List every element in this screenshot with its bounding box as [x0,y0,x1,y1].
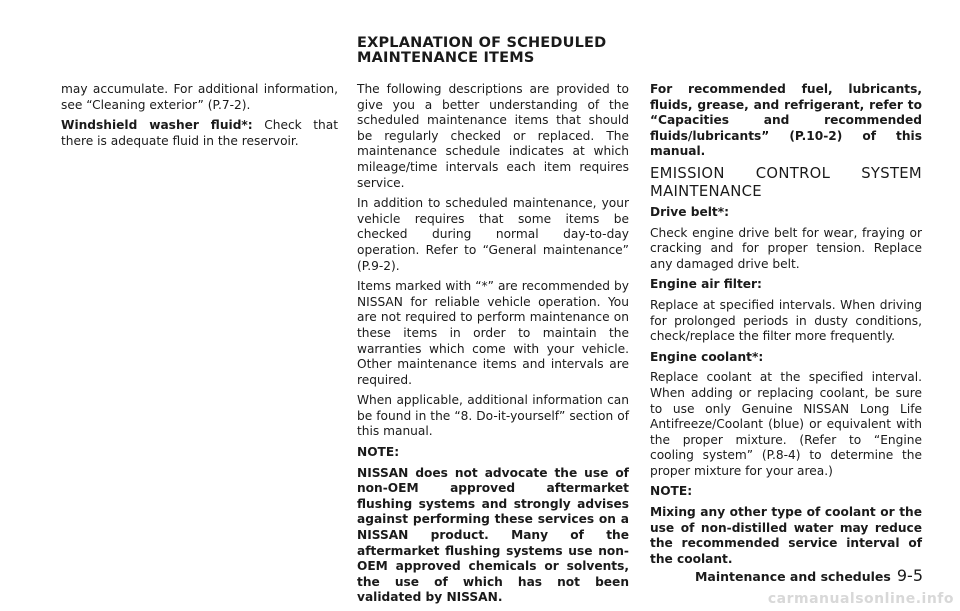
footer-section: Maintenance and schedules [694,569,891,584]
subheading: EMISSION CONTROL SYSTEM MAINTENANCE [650,164,922,200]
page-number: 9-5 [896,566,923,585]
paragraph: Items marked with “*” are recommended by NISSAN for reliable vehicle operation. You are not required to perform maintenance on these items in order to maintain the warranties which come with your vehicle. Other maintenance items and intervals are required. [357,279,629,387]
section-title [357,36,657,66]
item-text: Replace coolant at the specified interval. When adding or replacing coolant, be sure to use only Genuine NISSAN Long Life Antifreeze/Coolant (blue) or equivalent with the proper mixture. (Refer to “Engine cooling system” (P.8-4) to determine the proper mixture for your area.) [650,370,922,478]
item-label: Engine air filter: [650,277,762,292]
column-right [650,82,922,572]
item-label: Drive belt*: [650,204,729,219]
paragraph: may accumulate. For additional information, see “Cleaning exterior” (P.7-2). [61,82,338,112]
paragraph: In addition to scheduled maintenance, your vehicle requires that some items be checked during normal day-to-day operation. Refer to “General maintenance” (P.9-2). [357,196,629,273]
item-text: Check that there is adequate fluid in the reservoir. [61,118,338,148]
paragraph: The following descriptions are provided to give you a better understanding of the scheduled maintenance items that should be regularly checked or replaced. The maintenance schedule indicates at which mileage/time intervals each item requires service. [357,82,629,190]
section-title-line1: EXPLANATION OF SCHEDULED [357,35,607,51]
section-title-line2: MAINTENANCE ITEMS [357,50,535,66]
page-footer [695,566,923,585]
note-text: NISSAN does not advocate the use of non-OEM approved aftermarket flushing systems and strongly advises against performing these services on a NISSAN product. Many of the aftermarket flushing systems use non-OEM approved chemicals or solvents, the use of which has not been validated by NISSAN. [357,465,629,605]
paragraph [61,118,338,149]
paragraph: For recommended fuel, lubricants, fluids, grease, and refrigerant, refer to “Capacities and recommended fluids/lubricants” (P.10-2) of this manual. [650,82,922,159]
watermark: carmanualsonline.info [767,591,954,607]
item-text: Replace at specified intervals. When driving for prolonged periods in dusty conditions, check/replace the filter more frequently. [650,297,922,344]
column-middle [357,82,629,611]
note-label: NOTE: [650,484,693,499]
item-text: Check engine drive belt for wear, fraying or cracking and for proper tension. Replace any damaged drive belt. [650,225,922,271]
note-label: NOTE: [357,445,400,460]
note-text: Mixing any other type of coolant or the use of non-distilled water may reduce the recommended service interval of the coolant. [650,505,922,566]
item-label: Windshield washer fluid*: [61,118,253,133]
paragraph: When applicable, additional information can be found in the “8. Do-it-yourself” section of this manual. [357,393,629,439]
item-label: Engine coolant*: [650,349,764,364]
column-left [61,82,338,154]
